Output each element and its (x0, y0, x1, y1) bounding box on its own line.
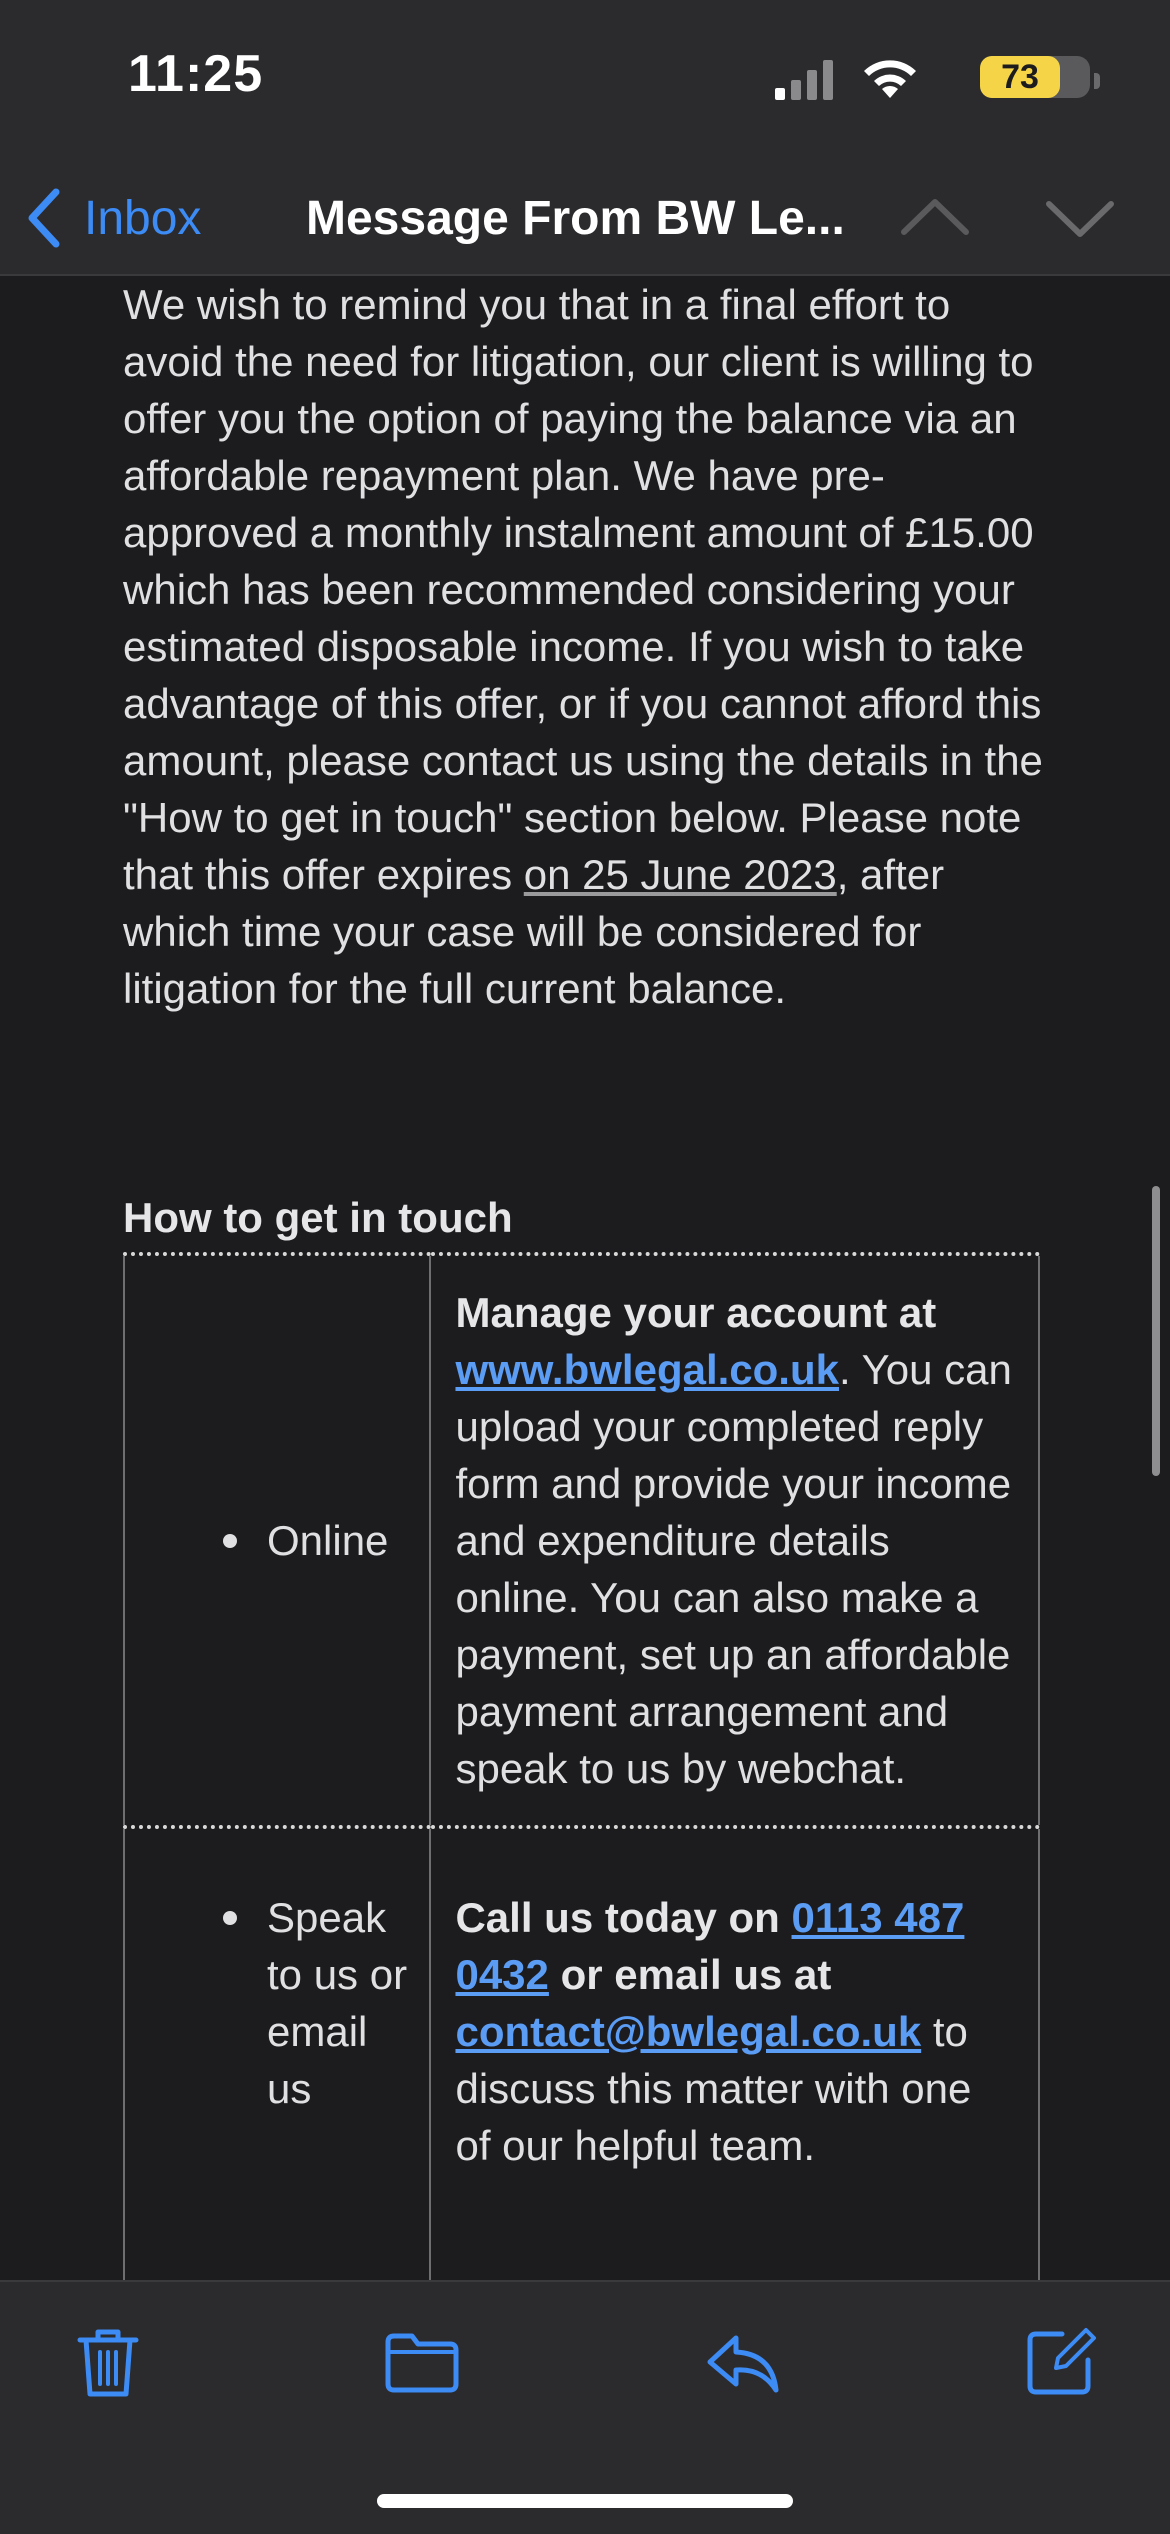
detail-text: to discuss this matter with one of our helpful team. (455, 2008, 972, 2169)
folder-icon (382, 2322, 462, 2402)
bullet-icon (223, 1911, 237, 1925)
bullet-icon (223, 1534, 237, 1548)
next-message-chevron-down-icon[interactable] (1045, 188, 1115, 248)
delete-button[interactable] (68, 2322, 148, 2402)
contact-detail-cell (430, 1827, 1039, 2280)
status-icons (690, 52, 1090, 102)
cellular-signal-icon (775, 60, 835, 100)
contact-method-label: Speak to us or email us (267, 1894, 408, 2112)
nav-bar (0, 160, 1170, 276)
list-item (125, 1512, 429, 1569)
message-title: Message From BW Le... (306, 191, 845, 245)
offer-expiry-date[interactable]: on 25 June 2023 (523, 851, 837, 898)
back-label: Inbox (84, 191, 202, 245)
status-bar (0, 0, 1170, 160)
detail-bold-prefix: Call us today on (455, 1894, 792, 1941)
detail-bold-mid: or email us at (548, 1951, 832, 1998)
message-body[interactable] (0, 276, 1170, 2280)
compose-button[interactable] (1020, 2322, 1100, 2402)
body-paragraph (123, 276, 1053, 1017)
status-time: 11:25 (128, 45, 264, 103)
reply-button[interactable] (702, 2322, 782, 2402)
contact-method-label: Online (267, 1517, 389, 1564)
table-row (124, 1254, 1039, 1827)
para-part1: We wish to remind you that in a final effort to avoid the need for litigation, our client is willing to offer you the option of paying the balance via an affordable repayment plan. We have pre-approved a monthly instalment amount of £15.00 which has been recommended considering your estimated disposable income. If you wish to take advantage of this offer, or if you cannot afford this amount, please contact us using the details in the "How to get in touch" section below. Please note that this offer expires (123, 281, 1043, 898)
contact-method-cell (124, 1827, 430, 2280)
compose-icon (1020, 2322, 1100, 2402)
para-part2: , after which time your case will be considered for litigation for the full current balance. (123, 851, 945, 1012)
contact-section-title: How to get in touch (123, 1194, 513, 1241)
wifi-icon (860, 56, 920, 100)
chevron-left-icon (24, 188, 64, 248)
detail-bold-prefix: Manage your account at (455, 1289, 937, 1336)
reply-icon (702, 2322, 782, 2402)
battery-icon (980, 56, 1090, 98)
bottom-toolbar (0, 2280, 1170, 2534)
contact-table (123, 1252, 1040, 2280)
email-link[interactable]: contact@bwlegal.co.uk (455, 2008, 922, 2055)
contact-detail-cell (430, 1254, 1039, 1827)
detail-text: . You can upload your completed reply form and provide your income and expenditure details online. You can also make a payment, set up an affordable payment arrangement and speak to us by webchat. (455, 1346, 1012, 1792)
table-row (124, 1827, 1039, 2280)
battery-nub (1094, 73, 1100, 89)
contact-detail-text (431, 1829, 1038, 2280)
contact-detail-text (431, 1256, 1038, 1825)
move-to-folder-button[interactable] (382, 2322, 462, 2402)
back-to-inbox-button[interactable] (24, 178, 201, 258)
battery-level: 73 (980, 56, 1060, 98)
contact-method-cell (124, 1254, 430, 1827)
scrollbar[interactable] (1152, 1186, 1160, 1476)
trash-icon (68, 2322, 148, 2402)
list-item (125, 1829, 429, 2117)
home-indicator[interactable] (377, 2494, 793, 2508)
phone-link[interactable]: 0113 487 0432 (455, 1894, 965, 1998)
website-link[interactable]: www.bwlegal.co.uk (455, 1346, 839, 1393)
previous-message-chevron-up-icon[interactable] (900, 188, 970, 248)
